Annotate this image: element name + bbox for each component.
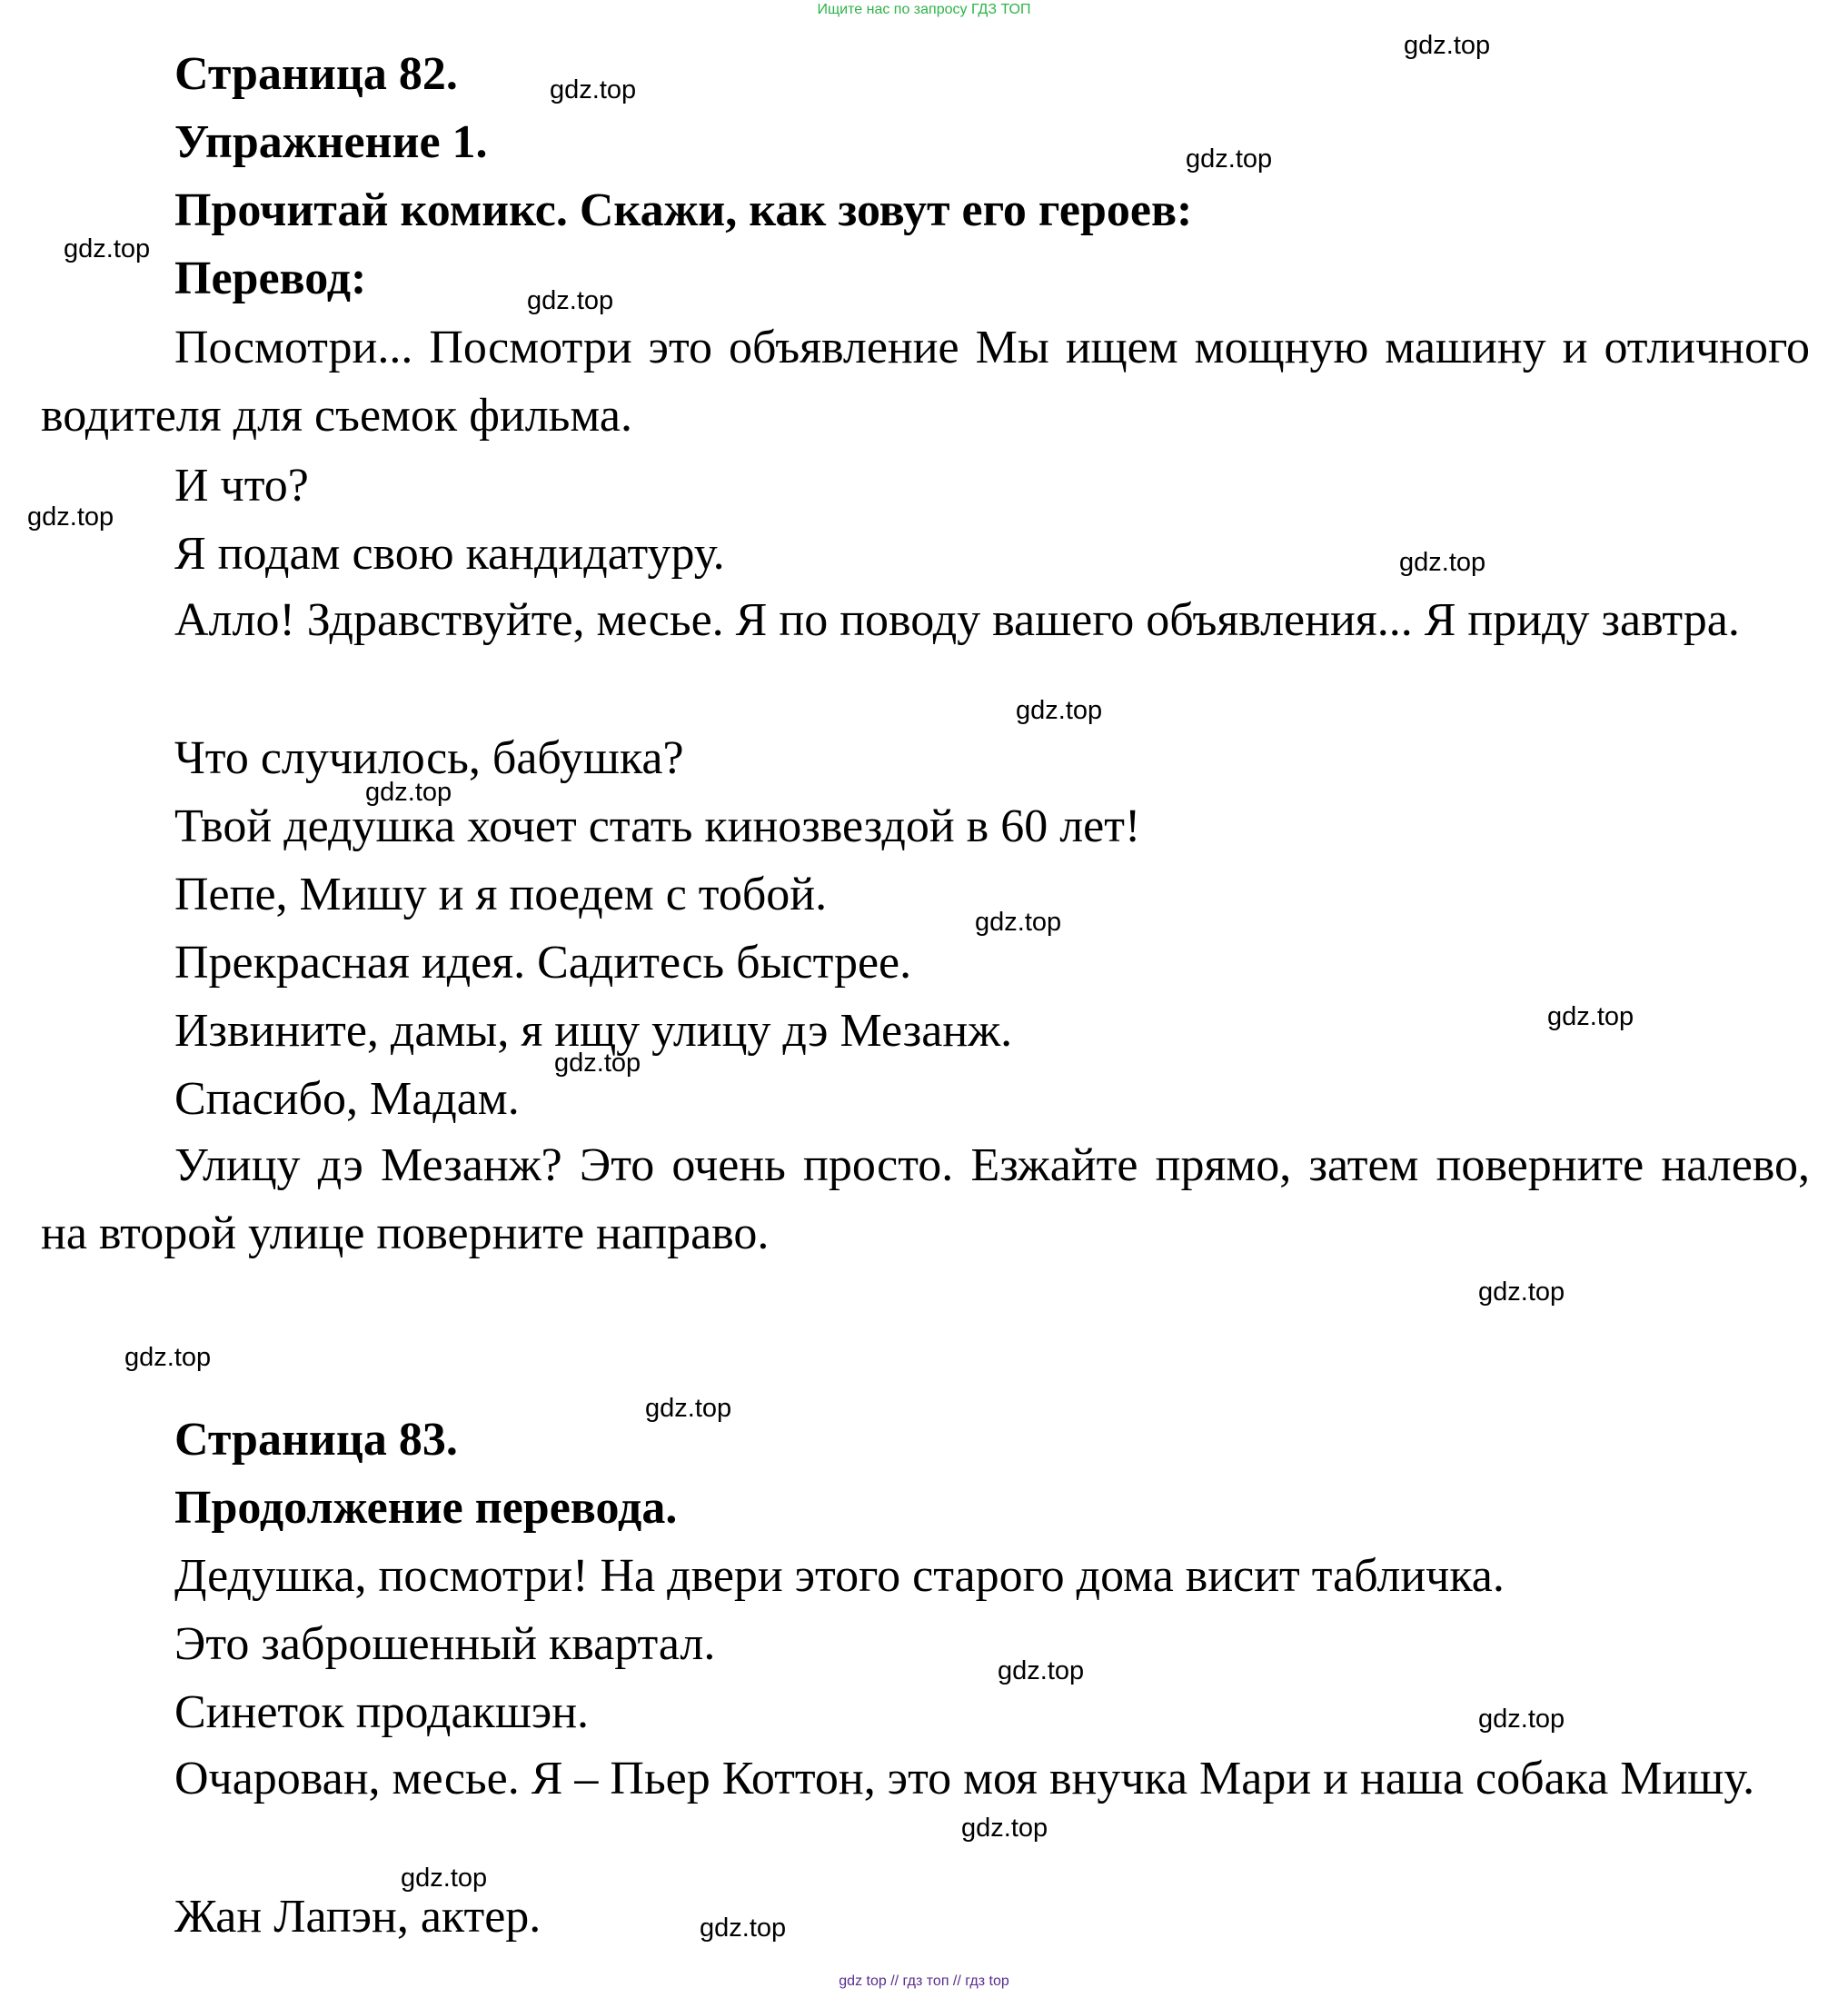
translation-label: Перевод: [174, 253, 367, 304]
page-83-title: Страница 83. [174, 1414, 458, 1466]
watermark: gdz.top [64, 234, 151, 263]
watermark: gdz.top [998, 1656, 1085, 1685]
watermark: gdz.top [124, 1343, 212, 1372]
dialogue-line: Очарован, месье. Я – Пьер Коттон, это моя внучка Мари и наша собака Мишу. [174, 1753, 1755, 1804]
watermark: gdz.top [27, 502, 114, 532]
watermark: gdz.top [527, 286, 614, 315]
watermark: gdz.top [1547, 1002, 1634, 1031]
watermark: gdz.top [1404, 31, 1491, 60]
dialogue-line: Извините, дамы, я ищу улицу дэ Мезанж. [174, 1005, 1013, 1057]
watermark: gdz.top [645, 1394, 732, 1423]
dialogue-line: Синеток продакшэн. [174, 1686, 590, 1738]
dialogue-line: Твой дедушка хочет стать кинозвездой в 60 лет! [174, 800, 1141, 852]
watermark: gdz.top [1478, 1277, 1565, 1307]
watermark: gdz.top [1478, 1705, 1565, 1734]
watermark: gdz.top [1399, 548, 1486, 577]
dialogue-line: Алло! Здравствуйте, месье. Я по поводу вашего объявления... Я приду завтра. [174, 594, 1740, 646]
dialogue-line: Я подам свою кандидатуру. [174, 528, 725, 580]
watermark: gdz.top [961, 1814, 1048, 1843]
watermark: gdz.top [401, 1864, 488, 1893]
watermark: gdz.top [365, 778, 452, 807]
dialogue-line: Спасибо, Мадам. [174, 1073, 520, 1125]
watermark: gdz.top [1016, 696, 1103, 725]
exercise-title: Упражнение 1. [174, 116, 488, 168]
watermark: gdz.top [1186, 144, 1273, 174]
watermark: gdz.top [550, 75, 637, 104]
page-82-title: Страница 82. [174, 48, 458, 100]
watermark: gdz.top [700, 1914, 787, 1943]
footer[interactable]: gdz top // гдз топ // гдз top [839, 1973, 1009, 1989]
watermark: gdz.top [554, 1049, 641, 1078]
dialogue-line: И что? [174, 460, 309, 512]
dialogue-line: Это заброшенный квартал. [174, 1618, 716, 1670]
dialogue-line: Пепе, Мишу и я поедем с тобой. [174, 869, 828, 920]
dialogue-line: Улицу дэ Мезанж? Это очень просто. Езжайте прямо, затем поверните налево, на второй улице поверните направо. [41, 1139, 1810, 1259]
task-text: Прочитай комикс. Скажи, как зовут его героев: [174, 184, 1193, 236]
dialogue-line: Жан Лапэн, актер. [174, 1891, 541, 1943]
continuation-title: Продолжение перевода. [174, 1482, 678, 1534]
dialogue-line: Посмотри... Посмотри это объявление Мы ищем мощную машину и отличного водителя для съемок фильма. [41, 322, 1810, 442]
dialogue-line: Дедушка, посмотри! На двери этого старого дома висит табличка. [174, 1550, 1505, 1602]
watermark: gdz.top [975, 908, 1062, 937]
dialogue-line: Прекрасная идея. Садитесь быстрее. [174, 937, 912, 989]
top-banner[interactable]: Ищите нас по запросу ГДЗ ТОП [817, 2, 1031, 17]
dialogue-line: Что случилось, бабушка? [174, 732, 684, 784]
